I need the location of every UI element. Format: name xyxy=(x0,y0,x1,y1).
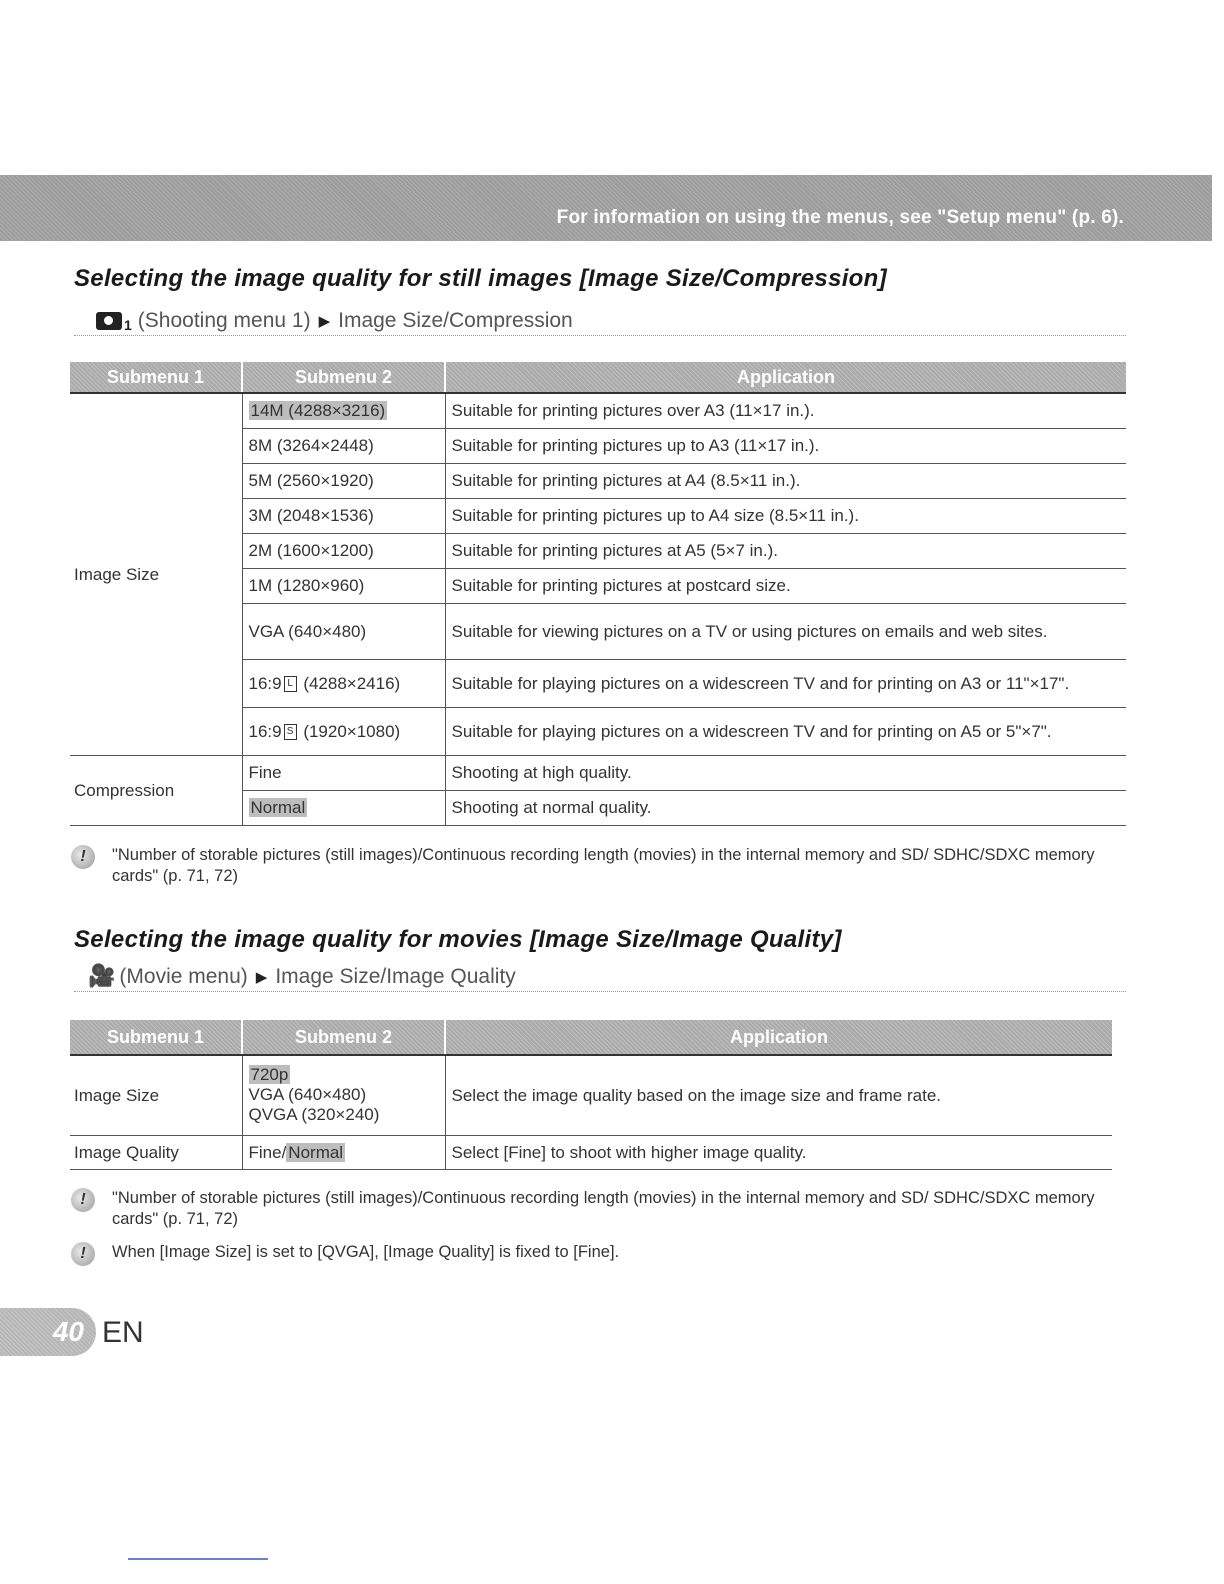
still-note-text: "Number of storable pictures (still images)/Continuous recording length (movies) in the internal memory and SD/ SDHC/SDXC memory cards" (p. 71, 72) xyxy=(112,846,1095,885)
submenu-value: Fine/ xyxy=(248,1142,287,1162)
movie-menu-path xyxy=(74,962,1126,992)
movie-quality-table xyxy=(70,1020,1112,1170)
submenu-value: Normal xyxy=(288,1142,344,1162)
movie-note-2-text: When [Image Size] is set to [QVGA], [Image Quality] is fixed to [Fine]. xyxy=(112,1243,620,1261)
application-text: Select [Fine] to shoot with higher image quality. xyxy=(445,1135,1112,1169)
table-row xyxy=(70,393,1126,428)
application-text: Shooting at normal quality. xyxy=(445,790,1126,825)
header-submenu-1: Submenu 1 xyxy=(70,1020,242,1055)
submenu-value: 8M (3264×2448) xyxy=(242,428,445,463)
submenu-value: VGA (640×480) xyxy=(242,603,445,659)
note-icon: ! xyxy=(71,1242,95,1266)
submenu-value: 1M (1280×960) xyxy=(242,568,445,603)
header-submenu-1: Submenu 1 xyxy=(70,362,242,393)
submenu-value: Normal xyxy=(250,798,306,817)
application-text: Select the image quality based on the image size and frame rate. xyxy=(445,1055,1112,1135)
still-menu-item: Image Size/Compression xyxy=(338,309,573,332)
header-submenu-2: Submenu 2 xyxy=(242,1020,445,1055)
arrow-right-icon: ▶ xyxy=(255,969,268,986)
submenu-value: 16:9 L (4288×2416) xyxy=(242,659,445,707)
page-number: 40 xyxy=(0,1308,96,1356)
submenu-value: 2M (1600×1200) xyxy=(242,533,445,568)
still-note xyxy=(66,845,1126,887)
banner-text: For information on using the menus, see "Setup menu" (p. 6). xyxy=(556,207,1124,228)
arrow-right-icon: ▶ xyxy=(318,313,331,330)
application-text: Suitable for playing pictures on a widescreen TV and for printing on A5 or 5"×7". xyxy=(445,707,1126,755)
movie-section-title: Selecting the image quality for movies [Image Size/Image Quality] xyxy=(74,926,842,953)
application-text: Suitable for printing pictures over A3 (11×17 in.). xyxy=(445,393,1126,428)
submenu-value: 16:9 S (1920×1080) xyxy=(242,707,445,755)
compression-label: Compression xyxy=(70,755,242,825)
camera-icon xyxy=(96,312,122,330)
application-text: Suitable for printing pictures up to A3 (11×17 in.). xyxy=(445,428,1126,463)
still-menu-path xyxy=(74,306,1126,336)
page-language: EN xyxy=(102,1316,144,1349)
table-row xyxy=(70,1135,1112,1169)
submenu-value: 720p xyxy=(250,1065,289,1085)
submenu-value: Fine xyxy=(242,755,445,790)
submenu-value: 3M (2048×1536) xyxy=(242,498,445,533)
still-quality-table xyxy=(70,362,1126,826)
note-icon: ! xyxy=(71,1188,95,1212)
header-application: Application xyxy=(445,362,1126,393)
movie-note-2 xyxy=(66,1242,1126,1270)
bottom-rule xyxy=(128,1558,268,1560)
application-text: Suitable for printing pictures at A4 (8.5×11 in.). xyxy=(445,463,1126,498)
image-size-label: Image Size xyxy=(70,1055,242,1135)
camera-icon-subscript: 1 xyxy=(124,317,132,333)
table-row xyxy=(70,755,1126,790)
application-text: Suitable for printing pictures up to A4 size (8.5×11 in.). xyxy=(445,498,1126,533)
submenu-value: 14M (4288×3216) xyxy=(250,401,386,421)
application-text: Suitable for playing pictures on a widescreen TV and for printing on A3 or 11"×17". xyxy=(445,659,1126,707)
submenu-value: VGA (640×480) xyxy=(248,1085,367,1105)
application-text: Suitable for viewing pictures on a TV or using pictures on emails and web sites. xyxy=(445,603,1126,659)
table-row xyxy=(70,1055,1112,1135)
movie-camera-icon: 🎥 xyxy=(88,963,116,988)
size-s-icon: S xyxy=(284,724,297,740)
submenu-value: 5M (2560×1920) xyxy=(242,463,445,498)
application-text: Suitable for printing pictures at A5 (5×7 in.). xyxy=(445,533,1126,568)
still-section-title: Selecting the image quality for still images [Image Size/Compression] xyxy=(74,265,887,292)
header-submenu-2: Submenu 2 xyxy=(242,362,445,393)
submenu-value: QVGA (320×240) xyxy=(248,1105,380,1125)
movie-note-1-text: "Number of storable pictures (still images)/Continuous recording length (movies) in the internal memory and SD/ SDHC/SDXC memory cards" (p. 71, 72) xyxy=(112,1189,1095,1228)
application-text: Shooting at high quality. xyxy=(445,755,1126,790)
movie-menu-name: (Movie menu) xyxy=(119,965,248,988)
size-l-icon: L xyxy=(284,676,297,692)
header-application: Application xyxy=(445,1020,1112,1055)
application-text: Suitable for printing pictures at postcard size. xyxy=(445,568,1126,603)
header-banner xyxy=(0,175,1212,241)
movie-menu-item: Image Size/Image Quality xyxy=(275,965,516,988)
still-menu-name: (Shooting menu 1) xyxy=(137,309,311,332)
movie-note-1 xyxy=(66,1188,1126,1230)
image-quality-label: Image Quality xyxy=(70,1135,242,1169)
note-icon: ! xyxy=(71,845,95,869)
image-size-label: Image Size xyxy=(70,393,242,755)
